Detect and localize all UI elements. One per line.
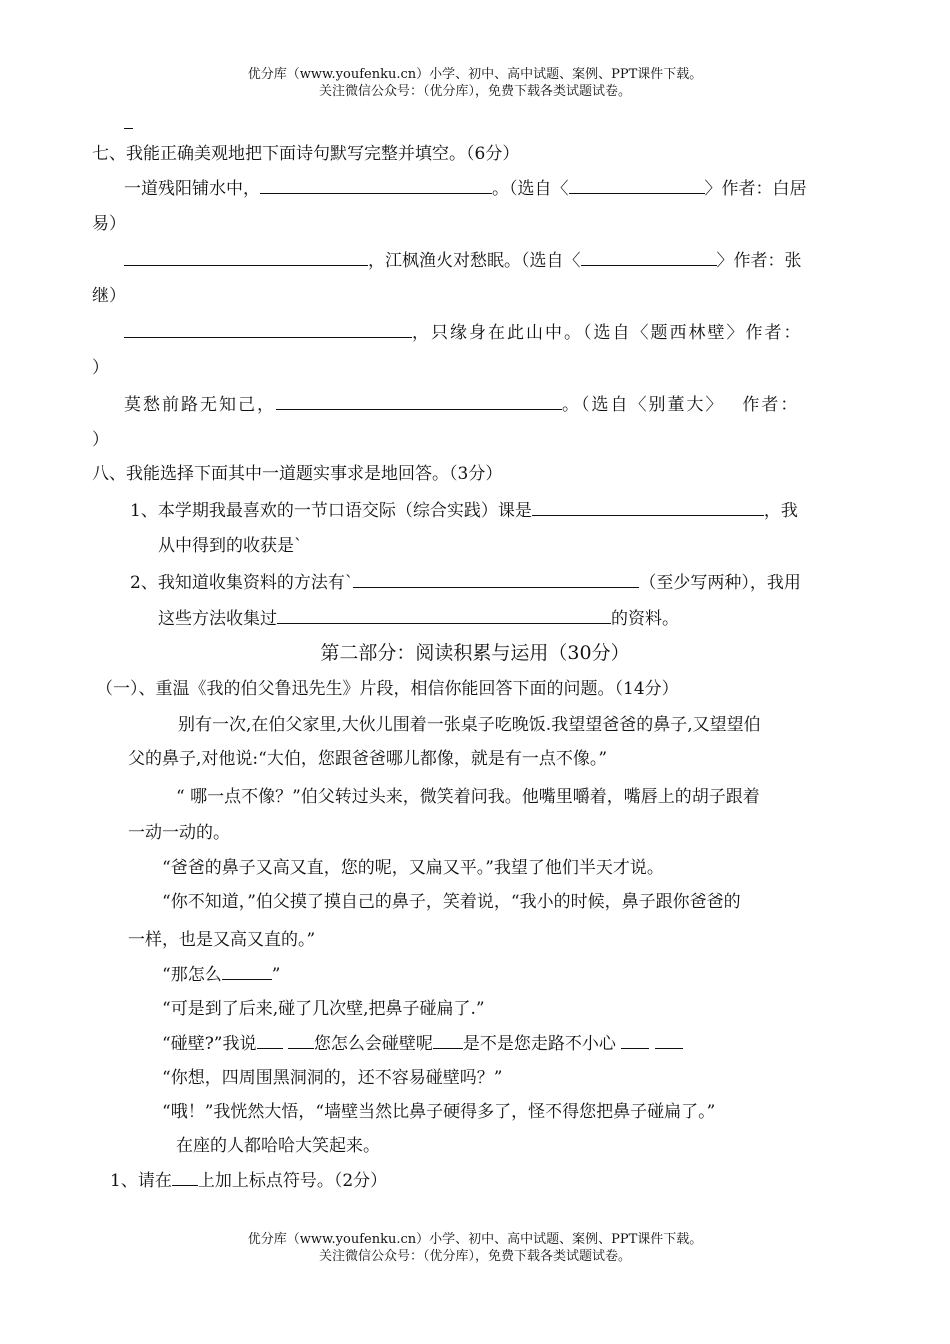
answer-blank[interactable]: [532, 499, 764, 516]
passage-line: “你不知道，”伯父摸了摸自己的鼻子，笑着说，“我小的时候，鼻子跟你爸爸的: [162, 892, 741, 912]
answer-blank[interactable]: [581, 249, 717, 266]
passage-line: “可是到了后来,碰了几次壁,把鼻子碰扁了.”: [162, 999, 485, 1019]
section7-q1-wrap: 易）: [92, 214, 126, 234]
punctuation-blank[interactable]: [621, 1032, 649, 1049]
passage-line: “碰壁?”我说 您怎么会碰壁呢 是不是您走路不小心: [162, 1032, 683, 1055]
section7-q1: 一道残阳铺水中， 。（选自〈 〉作者：白居: [124, 179, 807, 199]
section7-title: 七、我能正确美观地把下面诗句默写完整并填空。（6分）: [92, 144, 520, 164]
section8-q2: 2、我知道收集资料的方法有` （至少写两种），我用: [130, 573, 801, 593]
passage-line: 在座的人都哈哈大笑起来。: [176, 1136, 380, 1156]
section7-q2-wrap: 继）: [92, 286, 126, 306]
header-line-1: 优分库（www.youfenku.cn）小学、初中、高中试题、案例、PPT课件下载。: [247, 67, 703, 82]
punctuation-blank[interactable]: [257, 1032, 283, 1049]
answer-blank[interactable]: [222, 963, 272, 980]
section7-q4: 莫愁前路无知己， 。（选自〈别董大〉 作者：: [124, 395, 800, 415]
answer-blank[interactable]: [353, 571, 639, 588]
header-line-2: 关注微信公众号：（优分库），免费下载各类试题试卷。: [318, 84, 631, 99]
question-1: 1、请在 上加上标点符号。（2分）: [110, 1171, 388, 1191]
answer-blank[interactable]: [260, 177, 492, 194]
footer-line-2: 关注微信公众号：（优分库），免费下载各类试题试卷。: [318, 1249, 631, 1264]
passage-line: 一动一动的。: [128, 823, 230, 843]
passage-line: “ 哪一点不像？”伯父转过头来，微笑着问我。他嘴里嚼着，嘴唇上的胡子跟着: [176, 787, 760, 807]
answer-blank[interactable]: [124, 249, 368, 266]
footer-line-1: 优分库（www.youfenku.cn）小学、初中、高中试题、案例、PPT课件下载。: [247, 1232, 703, 1247]
passage-line: 别有一次,在伯父家里,大伙儿围着一张桌子吃晚饭.我望望爸爸的鼻子,又望望伯: [178, 715, 761, 735]
punctuation-blank[interactable]: [655, 1032, 683, 1049]
answer-blank[interactable]: [277, 607, 611, 624]
section8-q2-wrap: 这些方法收集过 的资料。: [158, 609, 679, 629]
section7-q3-wrap: ）: [92, 358, 109, 378]
part2-title: 第二部分：阅读积累与运用（30分）: [320, 642, 630, 664]
passage-line: 一样，也是又高又直的。”: [128, 930, 316, 950]
passage-line: “哦！”我恍然大悟，“墙壁当然比鼻子硬得多了，怪不得您把鼻子碰扁了。”: [162, 1102, 716, 1122]
stray-dash: [124, 128, 133, 129]
section8-title: 八、我能选择下面其中一道题实事求是地回答。（3分）: [92, 464, 503, 484]
answer-blank[interactable]: [276, 393, 562, 410]
passage-line: “爸爸的鼻子又高又直，您的呢，又扁又平。”我望了他们半天才说。: [162, 858, 664, 878]
section7-q4-wrap: ）: [92, 430, 109, 450]
passage-line: 父的鼻子,对他说:“大伯，您跟爸爸哪儿都像，就是有一点不像。”: [128, 749, 608, 769]
section8-q1-wrap: 从中得到的收获是`: [158, 536, 303, 556]
answer-blank[interactable]: [124, 321, 412, 338]
punctuation-blank[interactable]: [433, 1032, 463, 1049]
answer-blank[interactable]: [172, 1169, 198, 1186]
section8-q1: 1、本学期我最喜欢的一节口语交际（综合实践）课是 ，我: [130, 501, 798, 521]
answer-blank[interactable]: [569, 177, 705, 194]
passage-line: “你想，四周围黑洞洞的，还不容易碰壁吗？”: [162, 1068, 503, 1088]
section7-q2: ，江枫渔火对愁眠。（选自〈 〉作者：张: [124, 249, 802, 272]
part2-subtitle: （一）、重温《我的伯父鲁迅先生》片段，相信你能回答下面的问题。（14分）: [96, 679, 679, 699]
section7-q3: ，只缘身在此山中。（选自〈题西林壁〉作者：: [124, 321, 803, 344]
passage-line: “那怎么 ”: [162, 965, 281, 985]
punctuation-blank[interactable]: [288, 1032, 314, 1049]
